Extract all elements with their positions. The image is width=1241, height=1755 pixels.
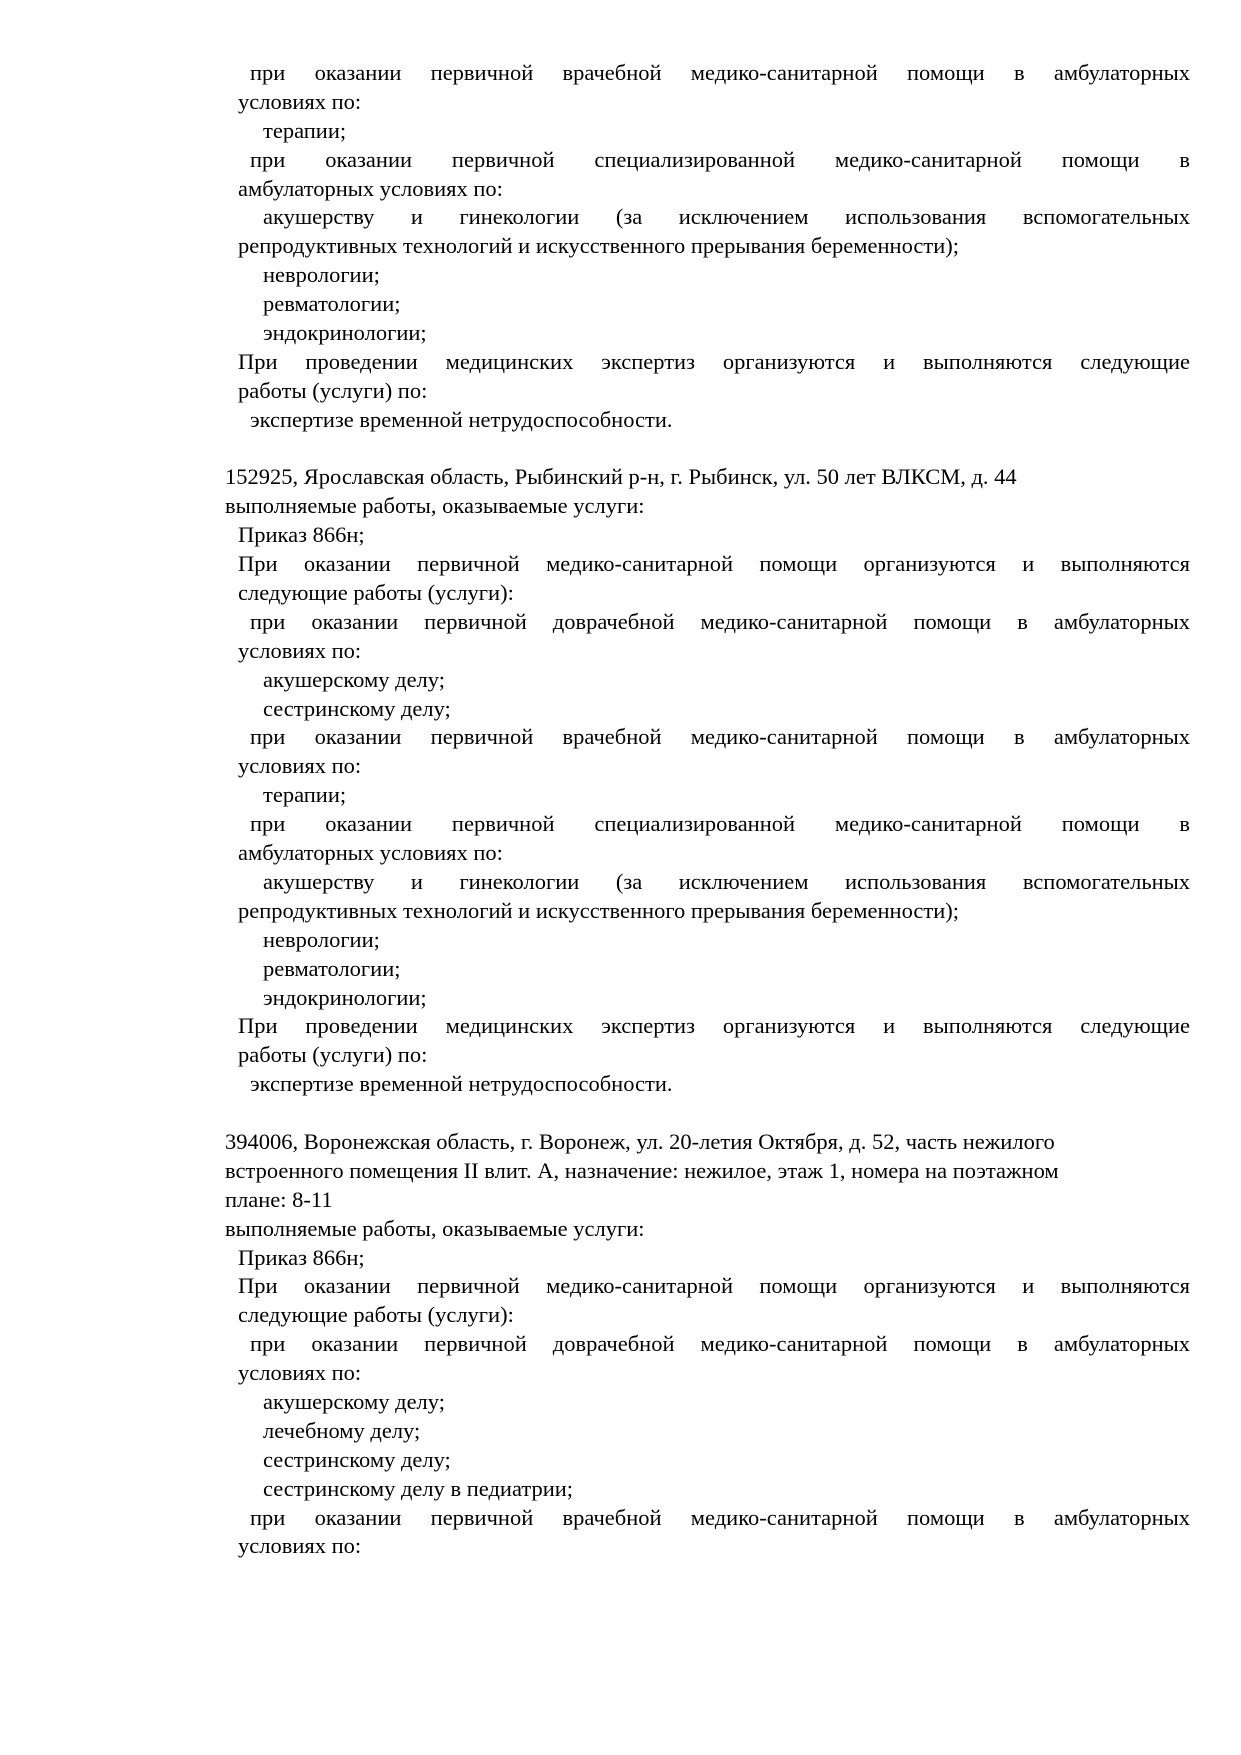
line-text: репродуктивных технологий и искусственного прерывания беременности); (238, 897, 959, 923)
text-line (0, 1244, 1241, 1273)
line-text: условиях по: (238, 637, 362, 663)
line-text: терапии; (263, 117, 347, 143)
text-line (0, 752, 1241, 781)
line-text: Приказ 866н; (238, 522, 365, 548)
text-line (0, 290, 1241, 319)
text-line (0, 146, 1241, 175)
line-text: Приказ 866н; (238, 1244, 365, 1270)
line-text: при оказании первичной доврачебной медико-санитарной помощи в амбулаторных (250, 1331, 1190, 1357)
line-text: выполняемые работы, оказываемые услуги: (225, 493, 645, 519)
line-text: терапии; (263, 782, 347, 808)
text-line (0, 88, 1241, 117)
text-line (0, 59, 1241, 88)
line-text: акушерству и гинекологии (за исключением использования вспомогательных (263, 204, 1190, 230)
line-text: При проведении медицинских экспертиз организуются и выполняются следующие (238, 1013, 1190, 1039)
line-text: сестринскому делу; (263, 1446, 451, 1472)
line-text: при оказании первичной врачебной медико-санитарной помощи в амбулаторных (250, 724, 1190, 750)
line-text: экспертизе временной нетрудоспособности. (250, 406, 673, 432)
text-line (0, 666, 1241, 695)
line-text: при оказании первичной врачебной медико-санитарной помощи в амбулаторных (250, 60, 1190, 85)
line-text: работы (услуги) по: (238, 377, 428, 403)
line-text: при оказании первичной специализированной медико-санитарной помощи в (250, 146, 1190, 172)
text-line (0, 955, 1241, 984)
line-text: неврологии; (263, 926, 380, 952)
document-body (0, 59, 1241, 1561)
line-text: неврологии; (263, 262, 380, 288)
line-text: условиях по: (238, 1360, 362, 1386)
line-text: сестринскому делу в педиатрии; (263, 1475, 574, 1501)
text-line (0, 1359, 1241, 1388)
line-text: репродуктивных технологий и искусственного прерывания беременности); (238, 233, 959, 259)
text-line (0, 521, 1241, 550)
text-line (0, 1301, 1241, 1330)
text-line (0, 319, 1241, 348)
text-line (0, 1215, 1241, 1244)
text-line (0, 1446, 1241, 1475)
text-line (0, 897, 1241, 926)
line-text: экспертизе временной нетрудоспособности. (250, 1071, 673, 1097)
text-line (0, 1417, 1241, 1446)
line-text: 152925, Ярославская область, Рыбинский р-н, г. Рыбинск, ул. 50 лет ВЛКСМ, д. 44 (225, 464, 1017, 490)
line-text: условиях по: (238, 88, 362, 114)
text-line (0, 492, 1241, 521)
line-text: следующие работы (услуги): (238, 580, 514, 606)
text-line (0, 579, 1241, 608)
text-line (0, 723, 1241, 752)
text-line (0, 608, 1241, 637)
text-line (0, 117, 1241, 146)
line-text: При оказании первичной медико-санитарной помощи организуются и выполняются (238, 551, 1190, 577)
line-text: при оказании первичной доврачебной медико-санитарной помощи в амбулаторных (250, 608, 1190, 634)
text-line (0, 1504, 1241, 1533)
text-line (0, 550, 1241, 579)
line-text: амбулаторных условиях по: (238, 840, 503, 866)
line-text: сестринскому делу; (263, 695, 451, 721)
line-text: эндокринологии; (263, 320, 427, 346)
text-line (0, 1041, 1241, 1070)
text-line (0, 1070, 1241, 1099)
text-line (0, 348, 1241, 377)
text-line (0, 1186, 1241, 1215)
text-line (0, 203, 1241, 232)
line-text: амбулаторных условиях по: (238, 175, 503, 201)
line-text: акушерству и гинекологии (за исключением использования вспомогательных (263, 868, 1190, 894)
line-text: условиях по: (238, 753, 362, 779)
line-text: лечебному делу; (263, 1417, 421, 1443)
text-line (0, 1012, 1241, 1041)
text-line (0, 261, 1241, 290)
text-line (0, 868, 1241, 897)
line-text: встроенного помещения II влит. А, назначение: нежилое, этаж 1, номера на поэтажном (225, 1157, 1059, 1183)
text-line (0, 695, 1241, 724)
text-line (0, 1475, 1241, 1504)
text-line (0, 781, 1241, 810)
line-text: следующие работы (услуги): (238, 1302, 514, 1328)
text-line (0, 1330, 1241, 1359)
line-text: плане: 8-11 (225, 1186, 333, 1212)
text-line (0, 1128, 1241, 1157)
line-text: акушерскому делу; (263, 666, 445, 692)
line-text: ревматологии; (263, 955, 401, 981)
text-line (0, 1272, 1241, 1301)
text-line (0, 1532, 1241, 1561)
line-text: При оказании первичной медико-санитарной помощи организуются и выполняются (238, 1273, 1190, 1299)
text-line (0, 406, 1241, 435)
line-text: При проведении медицинских экспертиз организуются и выполняются следующие (238, 348, 1190, 374)
text-line (0, 232, 1241, 261)
line-text: при оказании первичной специализированной медико-санитарной помощи в (250, 811, 1190, 837)
text-line (0, 377, 1241, 406)
line-text: ревматологии; (263, 291, 401, 317)
text-line (0, 926, 1241, 955)
line-text: условиях по: (238, 1533, 362, 1559)
text-line (0, 839, 1241, 868)
text-line (0, 637, 1241, 666)
line-text: работы (услуги) по: (238, 1042, 428, 1068)
text-line (0, 1388, 1241, 1417)
blank-line (0, 1099, 1241, 1128)
blank-line (0, 435, 1241, 464)
text-line (0, 463, 1241, 492)
text-line (0, 175, 1241, 204)
text-line (0, 810, 1241, 839)
text-line (0, 1157, 1241, 1186)
line-text: при оказании первичной врачебной медико-санитарной помощи в амбулаторных (250, 1504, 1190, 1530)
line-text: 394006, Воронежская область, г. Воронеж, ул. 20-летия Октября, д. 52, часть нежилого (225, 1128, 1055, 1154)
line-text: эндокринологии; (263, 984, 427, 1010)
line-text: выполняемые работы, оказываемые услуги: (225, 1215, 645, 1241)
text-line (0, 984, 1241, 1013)
line-text: акушерскому делу; (263, 1388, 445, 1414)
